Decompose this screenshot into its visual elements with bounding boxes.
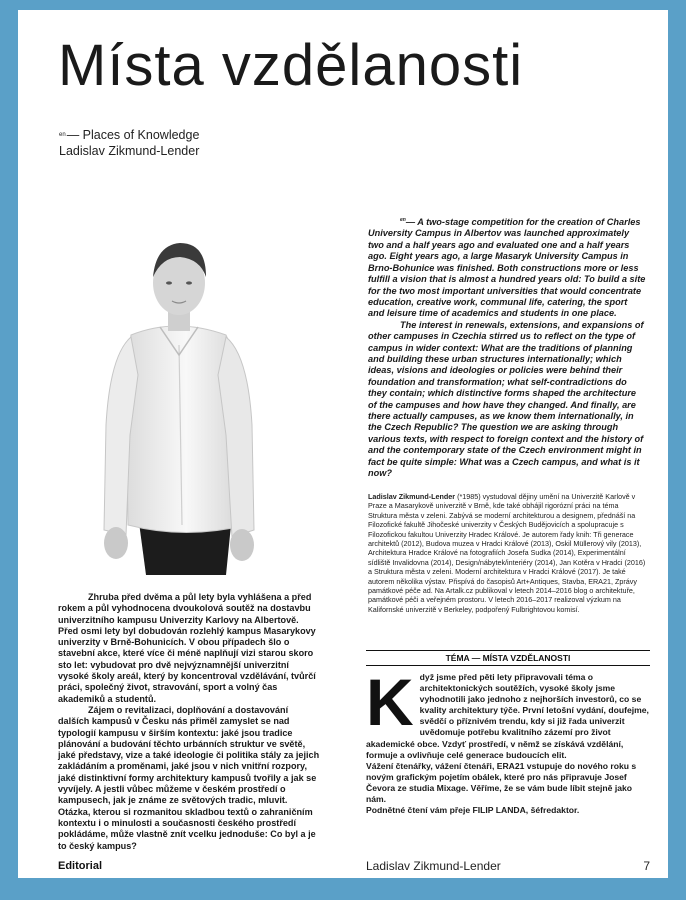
english-article (368, 215, 646, 479)
page-number: 7 (643, 859, 650, 873)
language-marker: en (59, 132, 66, 138)
english-paragraph-2: The interest in renewals, extensions, and expansions of other campuses in Czechia stirred us to reflect on the type of campus in wider context: What are the traditions of planning and building these urban structures internationally; which ideas, visions and ideologies or policies were behind their foundation and transformation; what self-contradictions do they contain; which distinctive forms shaped the architecture of the campuses and how have they changed. And finally, are there actually campuses, as we know them internationally, in the Czech Republic? The question we are asking through various texts, with respect to foreign context and the history of and the contemporary state of the Czech environment might in fact be quite simple: What was a Czech campus, and what is it now? (368, 319, 644, 478)
subtitle-block (59, 127, 199, 159)
bio-name: Ladislav Zikmund-Lender (368, 492, 456, 501)
czech-paragraph-1: Zhruba před dvěma a půl lety byla vyhlášena a před rokem a půl vyhodnocena dvoukolová soutěž na dostavbu univerzitního kampusu Univerzity Karlovy na Albertově. Před osmi lety byl dobudován rozlehlý kampus Masarykovy univerzity v Brně-Bohunicích. V obou případech šlo o stavební akce, které více či méně naplňují vizi starou skoro sto let: vybudovat pro dvě nejvýznamnější univerzitní vysoké školy areál, který by koncentroval vzdělávání, tvůrčí práci, společný život, stravování, sport a volný čas akademiků a studentů. (58, 592, 316, 704)
footer-section: Editorial (58, 860, 103, 872)
english-title: — Places of Knowledge (66, 128, 200, 142)
page-title: Místa vzdělanosti (58, 33, 524, 98)
language-marker: en (400, 217, 406, 223)
author-bio (368, 492, 648, 614)
author-photo (76, 225, 276, 575)
editorial-box-body (366, 665, 650, 816)
editorial-box (366, 650, 650, 816)
czech-article (58, 592, 320, 852)
author-name: Ladislav Zikmund-Lender (59, 144, 200, 158)
magazine-page (18, 10, 668, 878)
czech-paragraph-2: Zájem o revitalizaci, doplňování a dostavování dalších kampusů v Česku nás přiměl zamyslet se nad typologií kampusu v širším kontextu: jaké jsou tradice plánování a budování těchto urbánních struktur ve světě, jaké představy, vize a také ideologie či politika stály za jejich zakládáním a proměnami, jaké jsou v nich vnitřní rozpory, jaké distinktivní formy architektury kampusů tvořily a jak se vyvíjely. A jestli vůbec můžeme v českém prostředí o kampusech, jak je známe ze světových tradic, mluvit. Otázka, kterou si rozmanitou skladbou textů o zahraničním kontextu i o minulosti a současnosti českého prostředí pokládáme, může vlastně znít vcelku jednoduše: Co byl a je to český kampus? (58, 704, 320, 851)
bio-text: (*1985) vystudoval dějiny umění na Univerzitě Karlově v Praze a Masarykově univerzitě v Brně, kde také obhájil rigorózní práci na téma Struktura města v zeleni. Zabývá se moderní architekturou a designem, přednáší na Filozofické fakultě Jihočeské univerzity v Českých Budějovicích a spolupracuje s Filozofickou fakultou Univerzity Hradec Králové. Je autorem řady knih: Tři generace architektů (2012), Budova muzea v Hradci Králové (2013), Oskil Müllerový vily (2013), Architektura Hradce Králové na fotografiích Josefa Sudka (2014), Experimentální sídliště Invalidovna (2014), Design/nábytek/interiéry (2014), Jan Kotěra v Hradci (2016) a Struktura města v zeleni. Moderní architektura v Hradci Králové (2017). Je také autorem několika výstav. Přispívá do časopisů Art+Antiques, Stavba, ERA21, Zprávy památkové péče ad. Na Artalk.cz publikoval v letech 2014–2016 blog o architektuře, památkové péči a veřejném prostoru. V letech 2016–2017 realizoval výzkum na Kalifornské univerzitě v Berkeley, podpořený Fulbrightovou komisí. (368, 492, 646, 614)
editorial-text-1: dyž jsme před pěti lety připravovali téma o architektonických soutěžích, vysoké školy jsme vyhodnotili jako jednoho z nejhorších investorů, co se kvality architektury týče. První letošní vydání, doufejme, svědčí o příznivém trendu, kdy si již řada univerzit uvědomuje potřebu kvalitního zázemí pro život akademické obce. Vzdyť prostředí, v němž se získává vzdělání, formuje a ovlivňuje celé generace budoucích elit. (366, 672, 649, 760)
english-paragraph-1: — A two-stage competition for the creation of Charles University Campus in Albertov was launched approximately two and a half years ago and evaluated one and a half years ago. Eight years ago, a large Masaryk University Campus in Brno-Bohunice was finished. Both constructions more or less fulfill a vision that is almost a hundred years old: To build a site for the two most important universities that would concentrate education, creative work, communal life, catering, the sport and leisure time of academics and students in one place. (368, 217, 646, 319)
editorial-box-heading: TÉMA — MÍSTA VZDĚLANOSTI (366, 650, 650, 666)
drop-cap: K (366, 665, 414, 739)
editorial-text-3: Podnětné čtení vám přeje FILIP LANDA, šéfredaktor. (366, 805, 580, 816)
editorial-text-2: Vážení čtenářky, vážení čtenáři, ERA21 vstupuje do nového roku s novým grafickým pojetím obálek, které pro nás připravuje Josef Čevora ze studia Mixage. Věříme, že se vám bude líbit stejně jako nám. (366, 760, 637, 805)
footer-author: Ladislav Zikmund-Lender (366, 859, 501, 873)
